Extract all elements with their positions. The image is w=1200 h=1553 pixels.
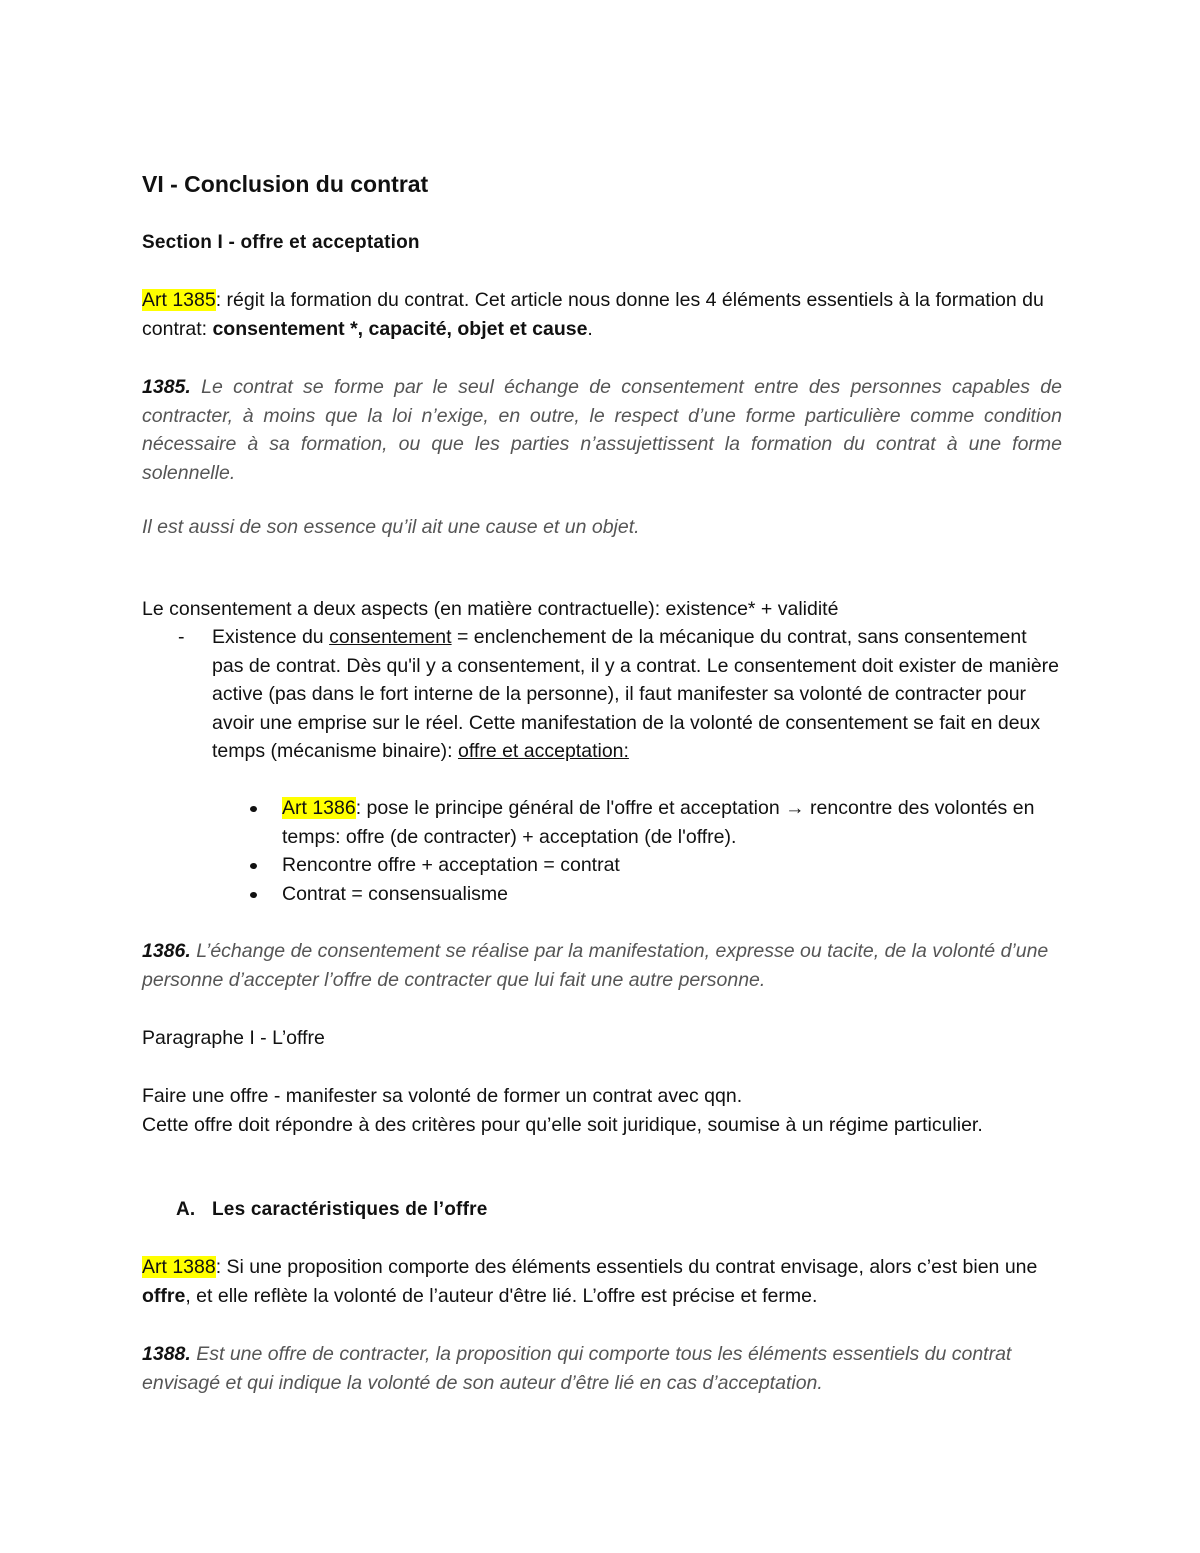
dash-item-text (212, 623, 1062, 766)
quote-article-1386 (142, 937, 1062, 994)
bullet-text: : pose le principe général de l'offre et acceptation → rencontre des volontés en temps: offre (de contracter) + acceptation (de l'offre). (282, 797, 1035, 848)
quote-article-1388 (142, 1340, 1062, 1397)
paragraph-text: , et elle reflète la volonté de l’auteur d'être lié. L’offre est précise et ferme. (185, 1284, 818, 1307)
paragraph-art-1388 (142, 1253, 1062, 1310)
subsection-heading (176, 1196, 1096, 1224)
paragraph-text: . (587, 317, 593, 340)
subsection-letter: A. (176, 1199, 196, 1220)
subsection-title: Les caractéristiques de l’offre (212, 1199, 488, 1220)
underlined-term: offre et acceptation: (458, 740, 629, 762)
bullet-item (142, 880, 1062, 909)
paragraph-text: : Si une proposition comporte des éléments essentiels du contrat envisage, alors c’est bien une (215, 1256, 1038, 1278)
key-elements-bold: consentement *, capacité, objet et cause (212, 317, 588, 340)
bullet-icon (250, 806, 257, 812)
quote-article-1385 (142, 373, 1062, 487)
quote-text: L’échange de consentement se réalise par la manifestation, expresse ou tacite, de la volonté d’une personne d’accepter l’offre de contracter que lui fait une autre personne. (142, 940, 1049, 991)
paragraph-art-1385 (142, 286, 1062, 343)
bullet-item (142, 794, 1062, 851)
bullet-text: Rencontre offre + acceptation = contrat (282, 854, 620, 876)
quote-text: Le contrat se forme par le seul échange de consentement entre des personnes capables de contracter, à moins que la loi n’exige, en outre, le respect d’une forme particulière comme condition nécessaire à sa formation, ou que les parties n’assujettissent la formation du contrat à une forme solennelle. (142, 376, 1062, 484)
dash-text: = enclenchement de la mécanique du contrat, sans consentement pas de contrat. Dès qu'il y a consentement, il y a contrat. Le consentement doit exister de manière active (pas dans le fort interne de la personne), il faut manifester sa volonté de contracter pour avoir une emprise sur le réel. Cette manifestation de la volonté de consentement se fait en deux temps (mécanisme binaire): (212, 626, 1060, 762)
bullet-item (142, 851, 1062, 880)
quote-text: Est une offre de contracter, la proposition qui comporte tous les éléments essentiels du contrat envisagé et qui indique la volonté de son auteur d’être lié en cas d’acceptation. (142, 1343, 1012, 1394)
quote-article-1385-extra: Il est aussi de son essence qu’il ait une cause et un objet. (142, 516, 640, 538)
paragraph-title: Paragraphe I - L’offre (142, 1027, 325, 1049)
article-ref-highlight: Art 1388 (142, 1256, 216, 1278)
section-title: Section I - offre et acceptation (142, 232, 420, 253)
underlined-term: consentement (329, 626, 452, 648)
dash-text: Existence du (212, 626, 330, 648)
bullet-icon (250, 863, 257, 869)
article-number: 1386. (142, 940, 191, 962)
article-ref-highlight: Art 1385 (142, 289, 216, 311)
article-number: 1385. (142, 376, 191, 398)
criteria-text: Cette offre doit répondre à des critères pour qu’elle soit juridique, soumise à un régime particulier. (142, 1113, 983, 1136)
article-ref-highlight: Art 1386 (282, 797, 356, 819)
paragraph-text: : régit la formation du contrat. Cet article nous donne les 4 éléments essentiels à la formation du contrat: (142, 289, 1044, 340)
consent-intro: Le consentement a deux aspects (en matière contractuelle): existence* + validité (142, 598, 839, 620)
dash-marker: - (178, 626, 185, 648)
offre-bold: offre (142, 1284, 186, 1307)
article-number: 1388. (142, 1343, 191, 1365)
definition-text: Faire une offre - manifester sa volonté de former un contrat avec qqn. (142, 1085, 743, 1107)
offre-definition (142, 1082, 1062, 1139)
page-title: VI - Conclusion du contrat (142, 171, 429, 197)
bullet-icon (250, 892, 257, 898)
bullet-list (142, 794, 1062, 908)
bullet-text: Contrat = consensualisme (282, 882, 508, 905)
